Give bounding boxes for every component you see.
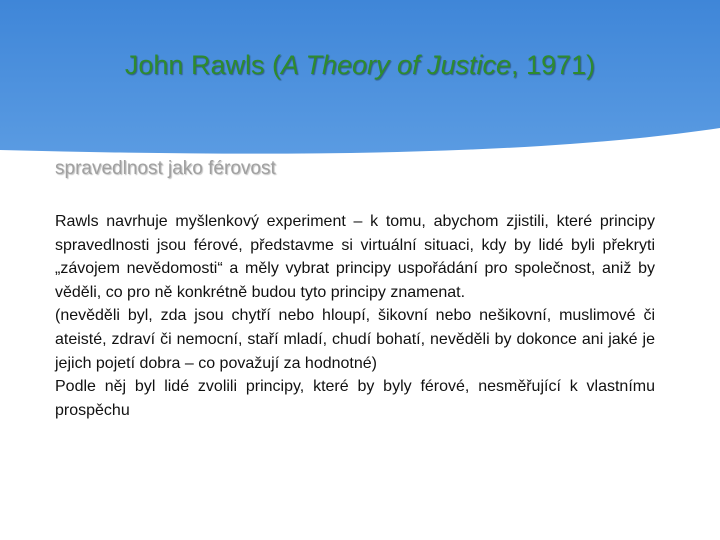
title-suffix: , 1971) bbox=[511, 50, 596, 80]
paragraph-experiment: Rawls navrhuje myšlenkový experiment – k tomu, abychom zjistili, které principy spravedlnosti jsou férové, představme si virtuální situaci, kdy by lidé byli překryti „závojem nevědomosti“ a měly vybrat principy uspořádání pro společnost, aniž by věděli, co pro ně konkrétně budou tyto principy znamenat. bbox=[55, 213, 655, 301]
paragraph-veil-details: (nevěděli byl, zda jsou chytří nebo hloupí, šikovní nebo nešikovní, muslimové či ateisté, zdraví či nemocní, staří mladí, chudí bohatí, nevěděli by dokonce ani jaké je jejich pojetí dobra – co považují za hodnotné) bbox=[55, 307, 655, 372]
slide-title bbox=[0, 50, 720, 81]
slide-body bbox=[55, 210, 655, 422]
paragraph-conclusion: Podle něj byl lidé zvolili principy, které by byly férové, nesměřující k vlastnímu prospěchu bbox=[55, 378, 655, 419]
title-prefix: John Rawls ( bbox=[124, 50, 281, 80]
slide-subtitle: spravedlnost jako férovost bbox=[55, 158, 276, 179]
title-book: A Theory of Justice bbox=[280, 50, 512, 80]
